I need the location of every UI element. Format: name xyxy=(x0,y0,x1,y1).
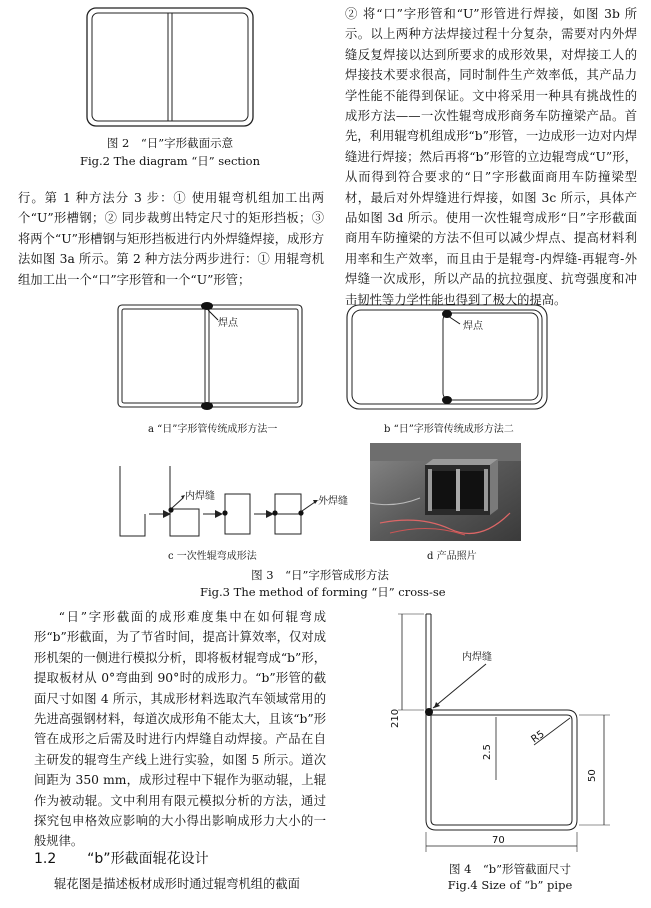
fig3c-caption: c 一次性辊弯成形法 xyxy=(168,551,257,562)
fig4-b-pipe-dimensions xyxy=(384,610,634,860)
paragraph-text: 辊花图是描述板材成形时通过辊弯机组的截面 xyxy=(54,877,300,891)
weld-point-label: 焊点 xyxy=(463,321,483,332)
fig2-section-diagram xyxy=(85,4,257,134)
fig3b-caption: b “日”字形管传统成形方法二 xyxy=(384,424,514,435)
outer-weld-label: 外焊缝 xyxy=(318,496,348,507)
fig3d-caption: d 产品照片 xyxy=(427,551,477,562)
right-column-paragraph-1 xyxy=(345,4,637,310)
fig3c-one-time-roll-forming xyxy=(115,462,360,542)
fig3a-traditional-method-one xyxy=(115,302,315,414)
dim-50: 50 xyxy=(587,769,598,782)
fig3-caption-en: Fig.3 The method of forming “日” cross-se xyxy=(200,585,446,599)
left-column-paragraph-1 xyxy=(18,188,324,290)
last-line-paragraph xyxy=(54,874,334,894)
paragraph-text: “日”字形截面的成形难度集中在如何辊弯成形“b”形截面，为了节省时间，提高计算效率，仅对成形机架的一侧进行模拟分析，即将板材辊弯成“b”形，提取板材从 0°弯曲到 90°时的成形力。“b”形管的截面尺寸如图 4 所示，其成形材料选取汽车领域常用的先进高强钢材料，每道次成形角不能太大，且该“b”形管在成形之后需及时进行内焊缝自动焊接。产品在自主研发的辊弯生产线上进行实验，如图 5 所示。道次间距为 350 mm，成形过程中下辊作为驱动辊，上辊作为被动辊。文中利用有限元模拟分析的方法，通过探究包申格效应影响的大小得出影响成形力大小的一般规律。 xyxy=(34,610,326,849)
fig3b-traditional-method-two xyxy=(345,302,555,414)
inner-weld-label: 内焊缝 xyxy=(185,491,215,502)
dim-70: 70 xyxy=(492,835,505,846)
fig4-caption-cn: 图 4 “b”形管截面尺寸 xyxy=(448,862,572,876)
left-column-paragraph-2 xyxy=(34,607,326,852)
paragraph-text: 行。第 1 种方法分 3 步：① 使用辊弯机组加工出两个“U”形槽钢；② 同步裁剪出特定尺寸的矩形挡板；③ 将两个“U”形槽钢与矩形挡板进行内外焊缝焊接，成形方法如图 3a 所示。第 2 种方法分两步进行：① 用辊弯机组加工出一个“口”字形管和一个“U”形管； xyxy=(18,191,324,287)
section-number: 1.2 xyxy=(34,851,57,867)
fig3-caption-cn: 图 3 “日”字形管成形方法 xyxy=(251,568,389,582)
fig4-caption-en: Fig.4 Size of “b” pipe xyxy=(447,878,573,892)
fig3d-product-photo xyxy=(370,443,521,541)
section-title: “b”形截面辊花设计 xyxy=(87,851,209,867)
dim-r5: R5 xyxy=(529,728,547,746)
fig2-caption-en: Fig.2 The diagram “日” section xyxy=(79,154,261,168)
fig3a-caption: a “日”字形管传统成形方法一 xyxy=(148,424,278,435)
dim-2-5: 2.5 xyxy=(482,744,493,760)
inner-weld-label: 内焊缝 xyxy=(462,652,492,663)
weld-point-label: 焊点 xyxy=(218,318,238,329)
section-heading xyxy=(34,848,209,868)
fig2-caption-cn: 图 2 “日”字形截面示意 xyxy=(106,136,234,150)
dim-210: 210 xyxy=(390,708,401,728)
paragraph-text: ② 将“口”字形管和“U”形管进行焊接，如图 3b 所示。以上两种方法焊接过程十分复杂，需要对内外焊缝反复焊接以达到所要求的成形效果，对焊接工人的焊接技术要求很高，同时制件生产效率低，其产品力学性能不能得到保证。文中将采用一种具有挑战性的成形方法——一次性辊弯成形商务车防撞梁产品。首先，利用辊弯机组成形“b”形管，一边成形一边对内焊缝进行焊接；然后再将“b”形管的立边辊弯成“U”形，从而得到符合要求的“日”字形截面商用车防撞梁型材，最后对外焊缝进行焊接，如图 3c 所示，具体产品如图 3d 所示。使用一次性辊弯成形“日”字形截面商用车防撞梁的方法不但可以减少焊点、提高材料利用率和生产效率，而且由于是辊弯-内焊缝-再辊弯-外焊缝一次成形，所以产品的抗拉强度、抗弯强度和冲击韧性等力学性能也得到了极大的提高。 xyxy=(345,7,637,307)
